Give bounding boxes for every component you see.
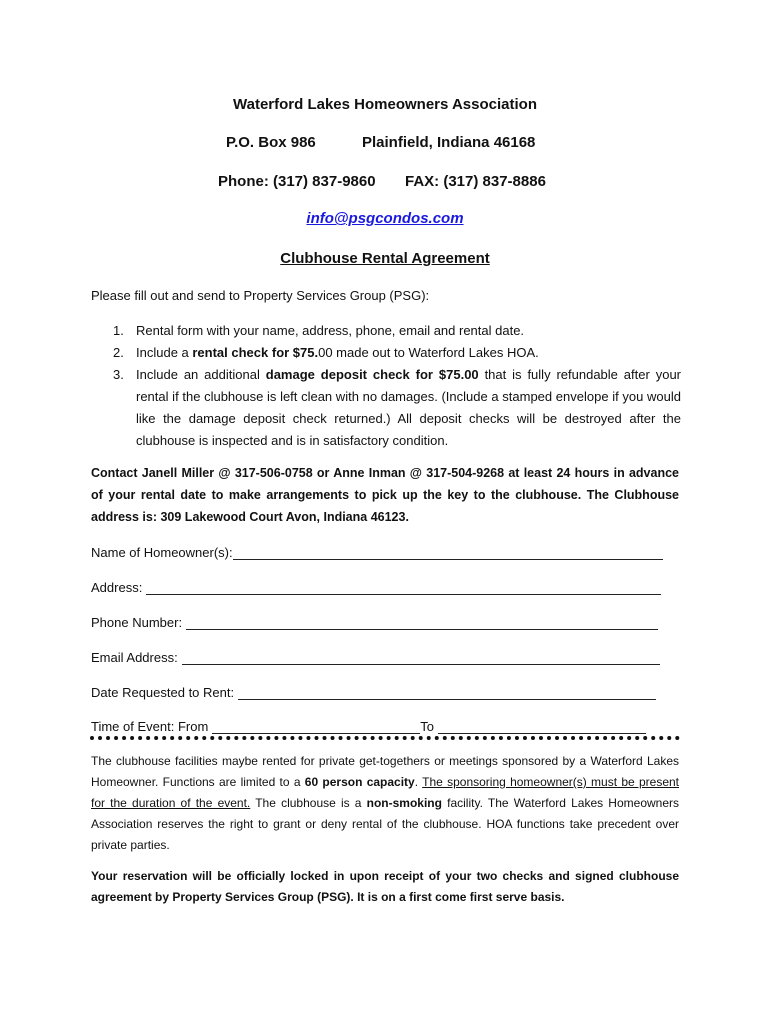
- page-title-row: [0, 250, 770, 267]
- terms-paragraph: The clubhouse facilities maybe rented for private get-togethers or meetings sponsored by a Waterford Lakes Homeowner. Functions are limited to a 60 person capacity. The sponsoring homeowner(s) must be present for the duration of the event. The clubhouse is a non-smoking facility. The Waterford Lakes Homeowners Association reserves the right to grant or deny rental of the clubhouse. HOA functions take precedent over private parties.: [91, 754, 680, 852]
- list-item: 2. Include a rental check for $75.00 made out to Waterford Lakes HOA.: [113, 345, 539, 360]
- phone-number: Phone: (317) 837-9860: [218, 173, 376, 190]
- steps-list: [91, 320, 681, 452]
- phone-field: [91, 610, 658, 630]
- org-name: Waterford Lakes Homeowners Association: [233, 96, 537, 113]
- time-field: [91, 714, 646, 734]
- list-item: 1. Rental form with your name, address, phone, email and rental date.: [113, 323, 525, 338]
- time-to-label: To: [420, 719, 435, 734]
- address-field: [91, 575, 661, 595]
- email-label: Email Address:: [91, 650, 178, 665]
- homeowner-label: Name of Homeowner(s):: [91, 545, 233, 560]
- homeowner-input[interactable]: [233, 545, 663, 560]
- address-label: Address:: [91, 580, 143, 595]
- fax-number: FAX: (317) 837-8886: [405, 173, 546, 190]
- email-field: [91, 645, 660, 665]
- phone-input[interactable]: [186, 615, 658, 630]
- address-input[interactable]: [146, 580, 661, 595]
- date-input[interactable]: [238, 685, 656, 700]
- email-input[interactable]: [182, 650, 660, 665]
- list-item: 3. Include an additional damage deposit check for $75.00 that is fully refundable after your rental if the clubhouse is left clean with no damages. (Include a stamped envelope if you would like the damage deposit check returned.) All deposit checks will be destroyed after the clubhouse is inspected and is in satisfactory condition.: [113, 367, 682, 448]
- time-from-input[interactable]: [212, 719, 420, 734]
- email-row: [0, 210, 770, 227]
- intro-text: Please fill out and send to Property Services Group (PSG):: [91, 288, 430, 303]
- po-box: P.O. Box 986: [226, 134, 316, 151]
- phone-label: Phone Number:: [91, 615, 183, 630]
- homeowner-field: [91, 540, 663, 560]
- page-title: Clubhouse Rental Agreement: [280, 250, 490, 267]
- reservation-notice: Your reservation will be officially locked in upon receipt of your two checks and signed clubhouse agreement by Property Services Group (PSG). It is on a first come first serve basis.: [91, 869, 679, 904]
- date-label: Date Requested to Rent:: [91, 685, 235, 700]
- time-to-input[interactable]: [438, 719, 646, 734]
- email-link[interactable]: info@psgcondos.com: [306, 210, 464, 227]
- time-from-label: Time of Event: From: [91, 719, 209, 734]
- contact-instructions: Contact Janell Miller @ 317-506-0758 or Anne Inman @ 317-504-9268 at least 24 hours in advance of your rental date to make arrangements to pick up the key to the clubhouse. The Clubhouse address is: 309 Lakewood Court Avon, Indiana 46123.: [91, 466, 679, 524]
- divider: [90, 736, 680, 740]
- city-state: Plainfield, Indiana 46168: [362, 134, 536, 151]
- date-field: [91, 680, 656, 700]
